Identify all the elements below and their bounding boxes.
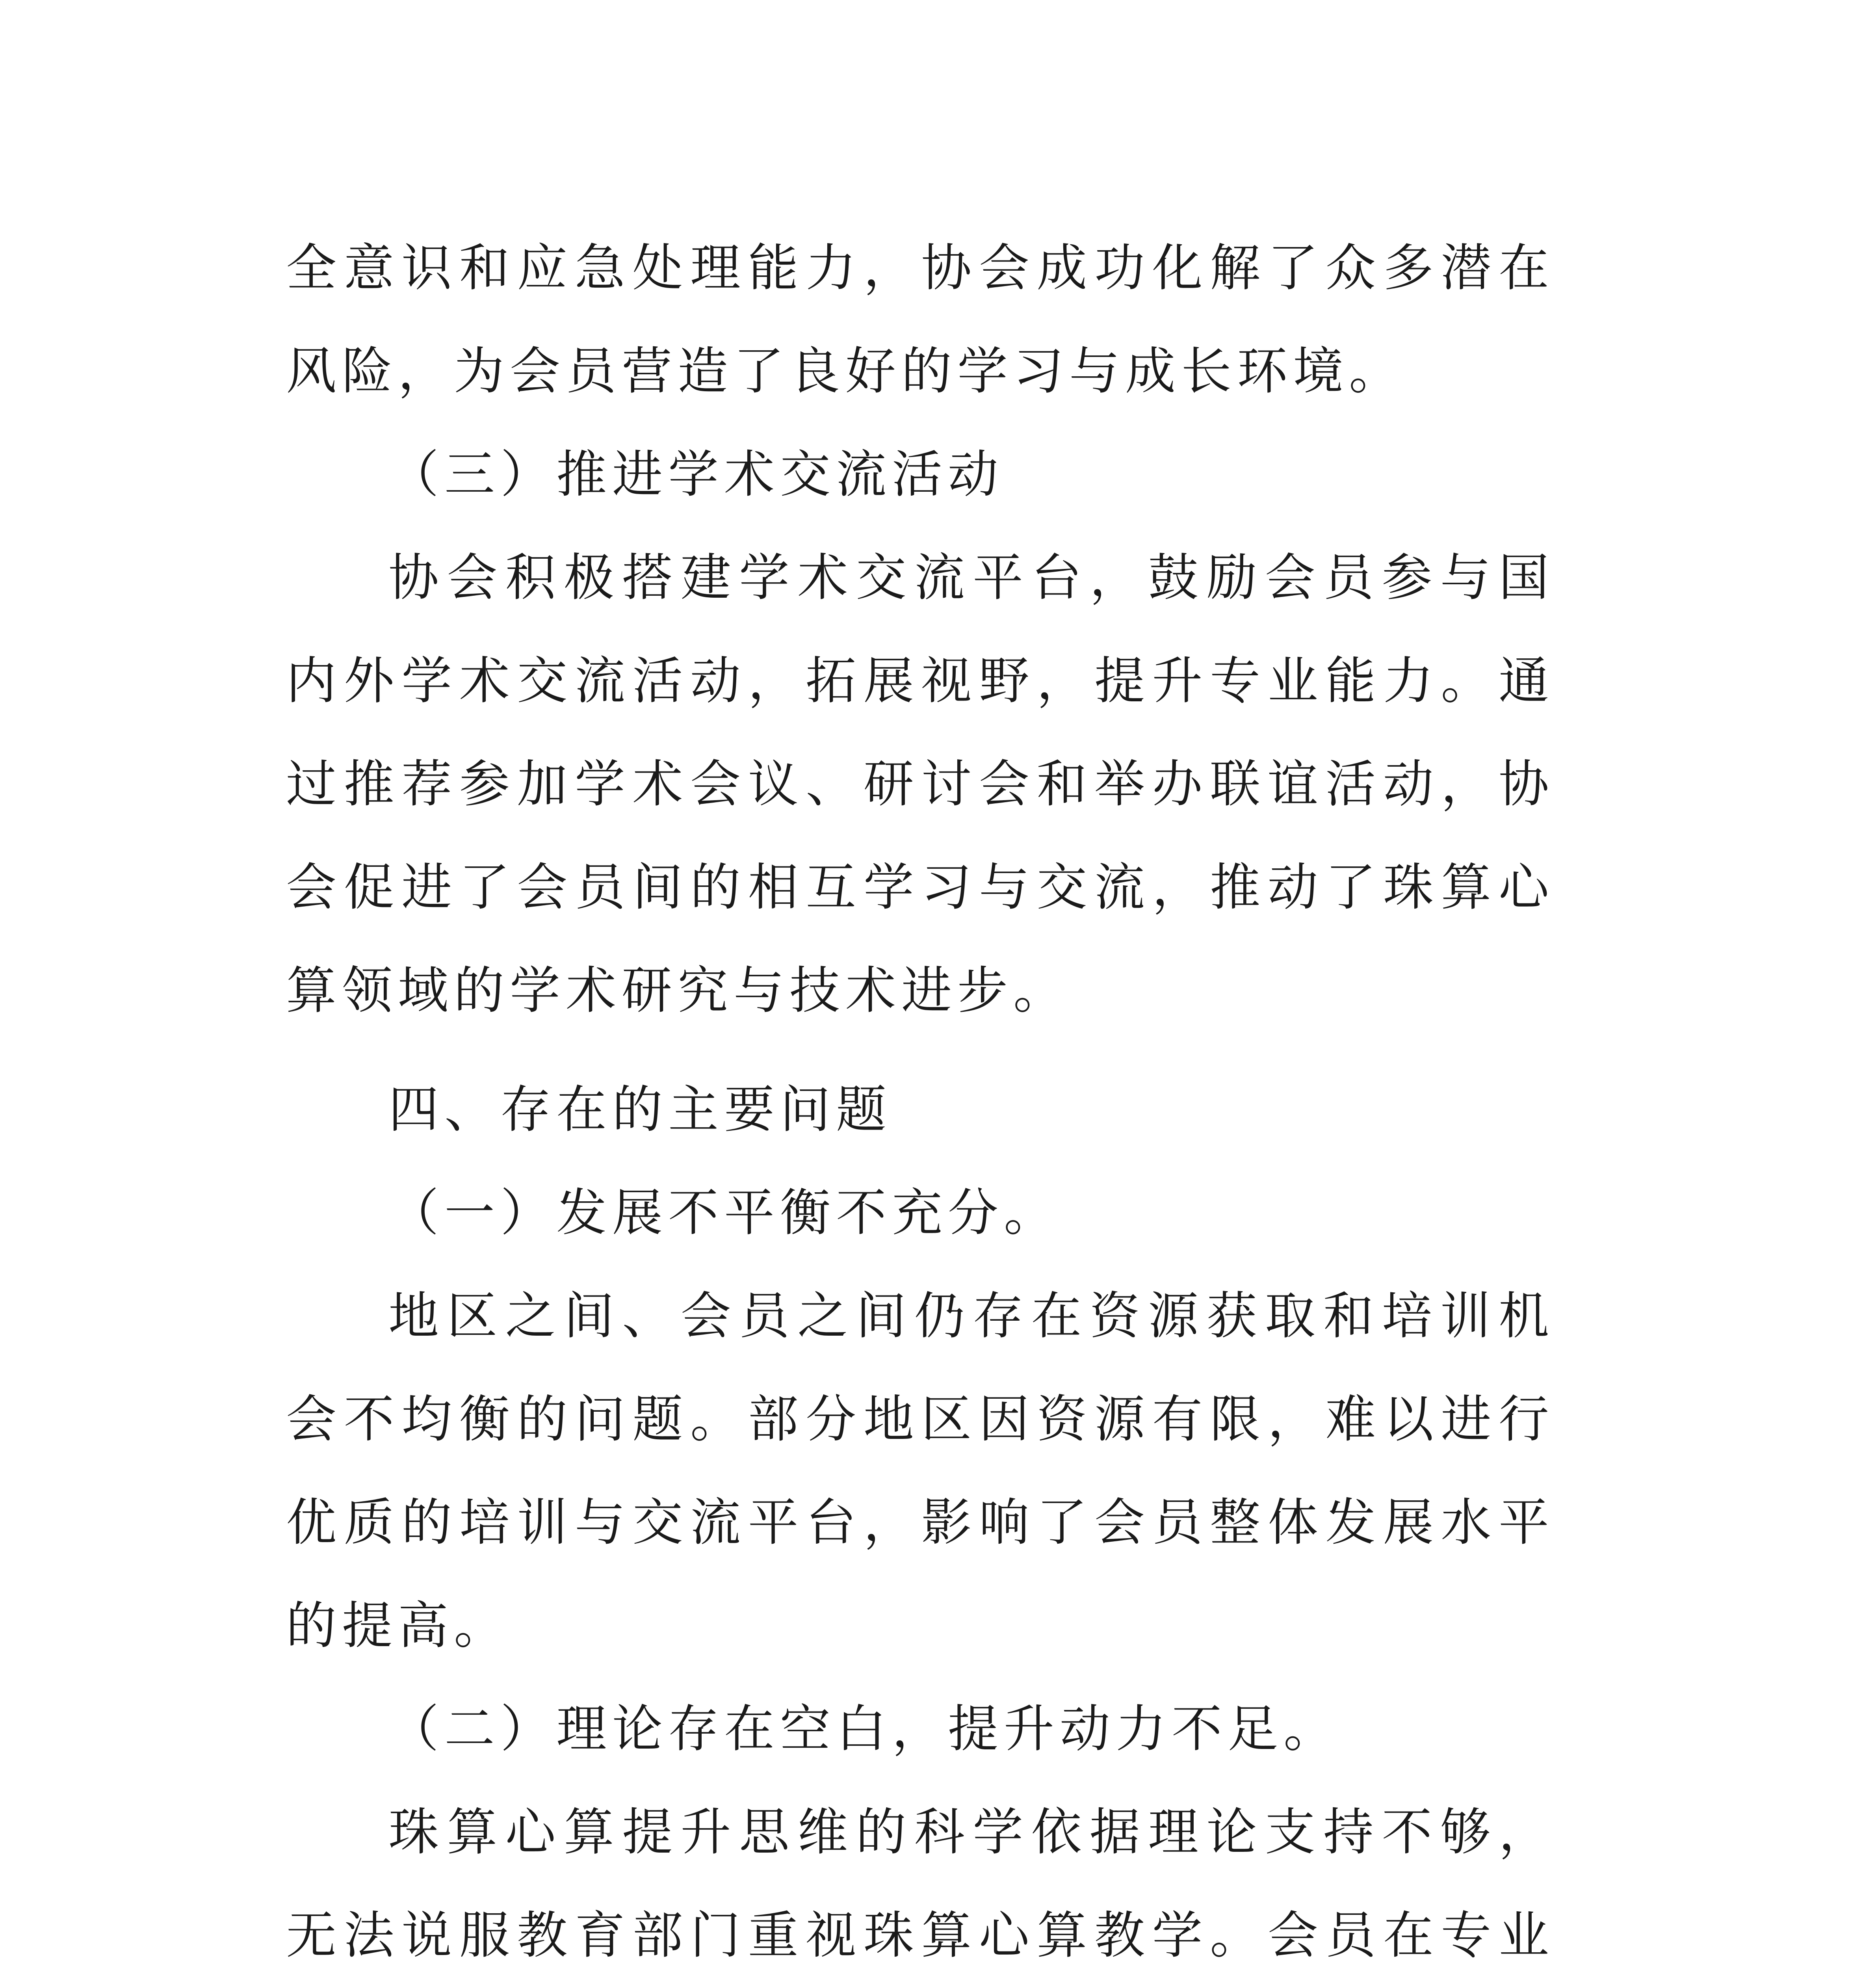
section-heading-main-problems: 四、存在的主要问题 <box>388 1080 892 1139</box>
document-body <box>286 217 1555 1970</box>
subheading-theory-gap: （二）理论存在空白，提升动力不足。 <box>388 1700 1340 1758</box>
paragraph-theory-gap: 珠算心算提升思维的科学依据理论支持不够，无法说服教育部门重视珠算心算教学。会员在专业 <box>286 1803 1555 1965</box>
subheading-unbalanced-development: （一）发展不平衡不充分。 <box>388 1184 1060 1242</box>
paragraph-unbalanced-development: 地区之间、会员之间仍存在资源获取和培训机会不均衡的问题。部分地区因资源有限，难以进行优质的培训与交流平台，影响了会员整体发展水平的提高。 <box>286 1287 1555 1655</box>
subheading-academic-exchange: （三）推进学术交流活动 <box>388 445 1004 504</box>
paragraph-academic-exchange: 协会积极搭建学术交流平台，鼓励会员参与国内外学术交流活动，拓展视野，提升专业能力。通过推荐参加学术会议、研讨会和举办联谊活动，协会促进了会员间的相互学习与交流，推动了珠算心算领域的学术研究与技术进步。 <box>286 548 1555 1020</box>
paragraph-continued: 全意识和应急处理能力，协会成功化解了众多潜在风险，为会员营造了良好的学习与成长环境。 <box>286 239 1555 401</box>
